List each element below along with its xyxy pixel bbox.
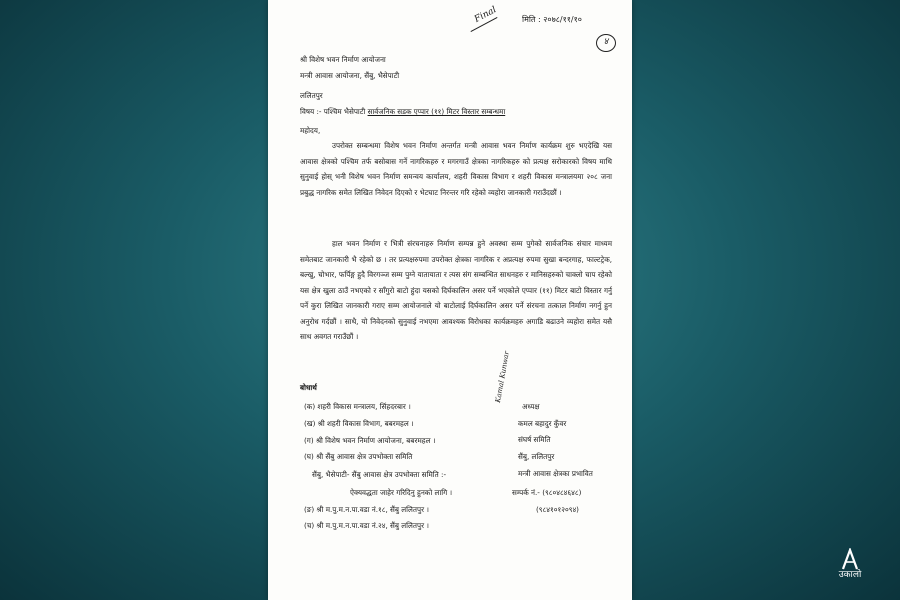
- ukaalo-logo-icon: [840, 548, 860, 570]
- cc-item: सैंबु, भैसेपाटी- सैंबु आवास क्षेत्र उपभोक्ता समिति :-: [312, 470, 447, 479]
- sender-contact-2: (९८४१०१२०९४): [536, 505, 579, 514]
- cc-item: (क) शहरी विकास मन्त्रालय, सिंहदरबार ।: [304, 402, 411, 411]
- cc-item: (ग) श्री विशेष भवन निर्माण आयोजना, बबरमहल ।: [304, 436, 436, 445]
- cc-item: (ङ) श्री म.पु.म.न.पा.वडा नं.१८, सैंबु ललितपुर ।: [304, 505, 430, 514]
- page-number-circle: ४: [596, 34, 616, 52]
- sender-committee: संघर्ष समिति: [518, 435, 551, 444]
- recipient-line3: ललितपुर: [300, 91, 323, 100]
- sender-title: अध्यक्ष: [522, 402, 540, 411]
- cc-item: ऐक्यवद्धता जाहेर गरिदिनु हुनको लागि ।: [350, 488, 453, 497]
- ukaalo-logo-text: उकालो: [838, 570, 862, 580]
- cc-item: (घ) श्री सैंबु आवास क्षेत्र उपभोक्ता समिति: [304, 452, 413, 461]
- final-handwritten-mark: Final: [473, 5, 499, 25]
- sender-contact: सम्पर्क नं.- (९८०४८४६४८): [512, 488, 582, 497]
- cc-title: बोधार्थ: [300, 383, 317, 392]
- salutation: महोदय,: [300, 126, 321, 135]
- sender-name: कमल बहादुर कुँवर: [518, 419, 567, 428]
- cc-item: (च) श्री म.पु.म.न.पा.वडा नं.२४, सैंबु ललितपुर ।: [304, 521, 430, 530]
- subject-underlined: सार्वजनिक सडक एप्पार (११) मिटर विस्तार सम्बन्धमा: [367, 107, 506, 116]
- body-paragraph-1: उपरोक्त सम्बन्धमा विशेष भवन निर्माण अन्तर्गत मन्त्री आवास भवन निर्माण कार्यक्रम शुरु भएदेखि यस आवास क्षेत्रको पश्चिम तर्फ बसोबास गर्ने नागरिकहरु र मगरगाउँ क्षेत्रका नागरिकहरु को प्रत्यक्ष सरोकारको विषय माथि सुनुवाई होस् भनी विशेष भवन निर्माण समन्वय कार्यालय, शहरी विकास विभाग र शहरी विकास मन्त्रालयमा २०८ जना प्रबुद्ध नागरिक समेत लिखित निवेदन दिएको र भेटघाट निरन्तर गरि रहेको व्यहोरा जानकारी गराउँदछौं ।: [300, 141, 612, 197]
- subject-line: [300, 107, 505, 116]
- body-paragraph-2: हाल भवन निर्माण र भित्री संरचनाहरु निर्माण सम्पन्न हुने अवस्था सम्म पुगेको सार्वजनिक संचार माध्यम समेतबाट जानकारी भै रहेको छ । तर प्रत्यक्षरुपमा उपरोक्त क्षेत्रका नागरिक र अप्रत्यक्ष रुपमा सुखा बन्दरगाह, फाल्टट्रेक, बल्खु, चोभार, फर्पिङ्ग हुदै विरगञ्ज सम्म पुग्ने यातायाता र त्यस संग सम्बन्धित साधनहरु र मानिसहरुको चाक्लो चाप रहेको यस क्षेत्र खुला ठाउँ नभएको र साँगुरो बाटो हुंदा यसको दिर्घकालिन असर पर्ने भएकोले एप्पार (११) मिटर बाटो विस्तार गर्नु पर्ने कुरा लिखित जानकारी गराए सम्म आयोजनाले यो बाटोलाई दिर्घकालिन असर पर्ने संरचना तत्काल निर्माण नगर्नु हुन अनुरोध गर्दछौं । साथै, यो निवेदनको सुनुवाई नभएमा आवश्यक विरोधका कार्यक्रमहरु अगाडि बढाउने व्यहोरा समेत यसै साथ अवगत गराउँछौं ।: [300, 239, 612, 341]
- recipient-line1: श्री विशेष भवन निर्माण आयोजना: [300, 55, 386, 64]
- sender-place: सैंबु, ललितपुर: [518, 452, 555, 461]
- letter-date: मिति : २०७८/११/१०: [522, 15, 582, 24]
- sender-org: मन्त्री आवास क्षेत्रका प्रभावित: [518, 469, 593, 478]
- recipient-line2: मन्त्री आवास आयोजना, सैंबु, भैसेपाटी: [300, 71, 400, 80]
- subject-prefix: विषय :- पश्चिम भैसेपाटी: [300, 107, 366, 116]
- letter-document: [268, 0, 632, 600]
- ukaalo-logo: [836, 548, 864, 581]
- cc-item: (ख) श्री शहरी विकास विभाग, बबरमहल ।: [304, 419, 414, 428]
- handwritten-signature: Kamal Kunwar: [494, 350, 511, 404]
